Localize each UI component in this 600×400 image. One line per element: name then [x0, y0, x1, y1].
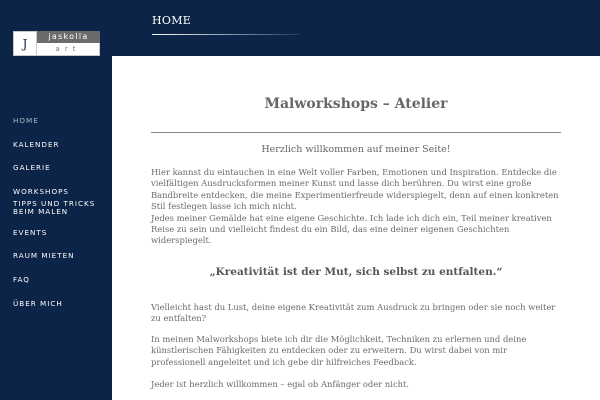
logo-text — [37, 31, 100, 56]
sidebar — [0, 0, 112, 400]
breadcrumb-current: HOME — [152, 14, 192, 27]
intro-text — [151, 167, 563, 247]
welcome-all-paragraph: Jeder ist herzlich willkommen – egal ob Anfänger oder nicht. — [151, 379, 410, 389]
nav-item-home[interactable]: HOME — [13, 116, 39, 125]
nav-item-faq[interactable]: FAQ — [13, 274, 30, 284]
logo-mark: J — [13, 31, 37, 56]
main-content — [112, 56, 600, 400]
nav-item-raum-mieten[interactable]: RAUM MIETEN — [13, 251, 75, 261]
nav-item-kalender[interactable]: KALENDER — [13, 139, 60, 149]
welcome-text: Herzlich willkommen auf meiner Seite! — [261, 144, 451, 155]
logo-bottom-text: art — [37, 43, 100, 56]
site-logo[interactable] — [13, 31, 100, 56]
nav-item-galerie[interactable]: GALERIE — [13, 163, 51, 173]
logo-top-text: jaskolla — [37, 31, 100, 43]
quote: „Kreativität ist der Mut, sich selbst zu entfalten.“ — [209, 266, 503, 278]
main-navigation — [13, 116, 108, 322]
workshops-paragraph: In meinen Malworkshops biete ich dir die Möglichkeit, Techniken zu erlernen und deine künstlerischen Fähigkeiten zu entdecken oder zu erweitern. Du wirst dabei von mir professionell angeleitet und ich gebe dir hilfreiches Feedback. — [151, 334, 527, 367]
top-bar — [152, 0, 600, 56]
nav-item-events[interactable]: EVENTS — [13, 227, 48, 237]
breadcrumb-underline — [152, 34, 300, 35]
creativity-paragraph: Vielleicht hast du Lust, deine eigene Kreativität zum Ausdruck zu bringen oder sie noch weiter zu entfalten? — [151, 302, 556, 324]
nav-item-workshops[interactable]: WORKSHOPS — [13, 186, 69, 196]
title-divider — [151, 132, 561, 133]
nav-item-ueber-mich[interactable]: ÜBER MICH — [13, 298, 63, 308]
page-title: Malworkshops – Atelier — [264, 96, 448, 112]
nav-item-tipps-und-tricks[interactable]: TIPPS UND TRICKS BEIM MALEN — [13, 198, 96, 217]
intro-paragraph-2: Jedes meiner Gemälde hat eine eigene Geschichte. Ich lade ich dich ein, Teil meiner kreativen Reise zu sein und vielleicht findest du ein Bild, das eine deiner eigenen Geschichten widerspiegelt. — [151, 212, 552, 246]
intro-paragraph-1: Hier kannst du eintauchen in eine Welt voller Farben, Emotionen und Inspiration. Entdecke die vielfältigen Ausdrucksformen meiner Kunst und lasse dich berühren. Du wirst eine große Bandbreite entdecken, die meine Experimentierfreude widerspiegelt, denn auf einen konkreten Stil festlegen lasse ich mich nicht. — [151, 167, 559, 212]
